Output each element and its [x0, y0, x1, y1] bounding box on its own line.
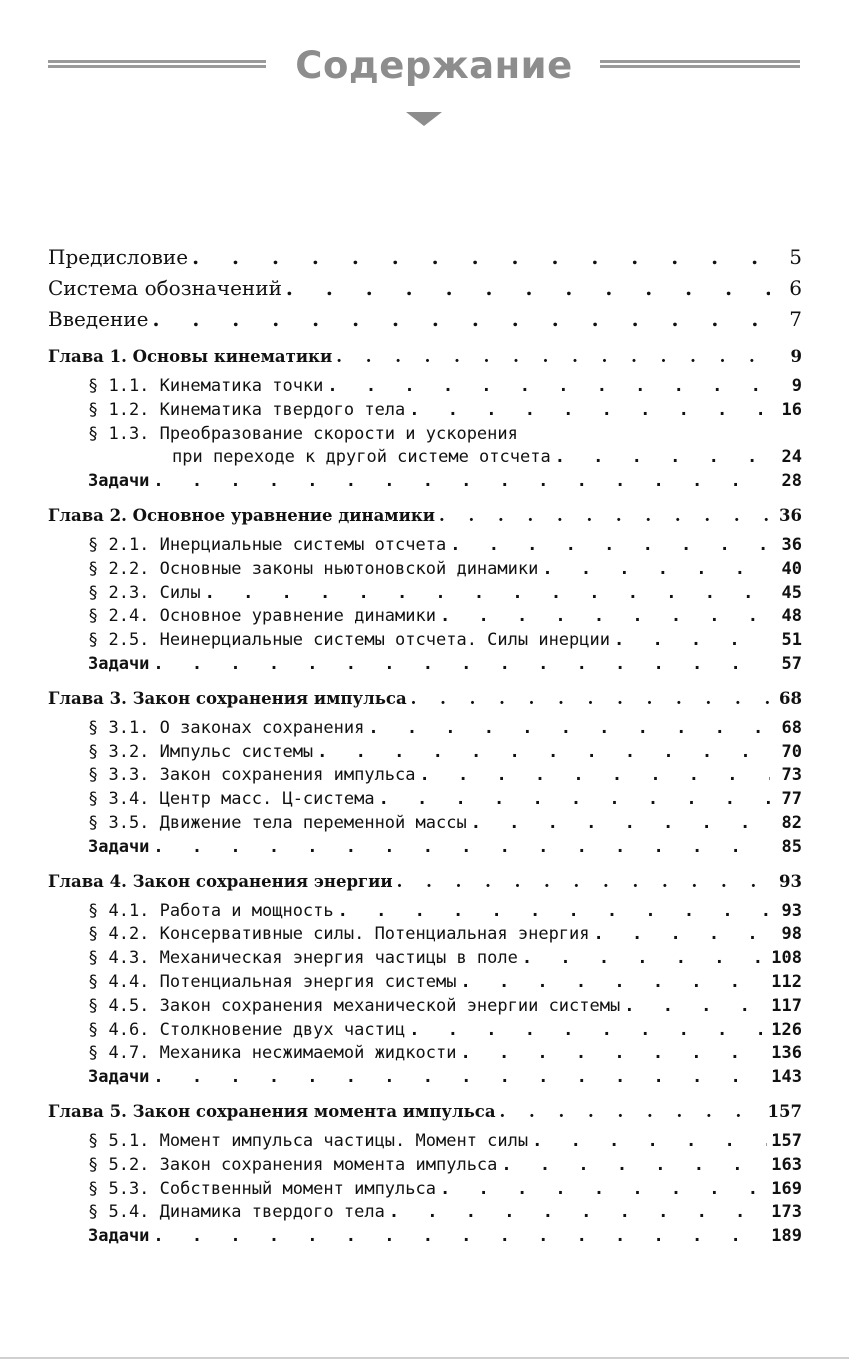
- dot-leader: [336, 345, 770, 369]
- section-page: 40: [770, 558, 802, 582]
- dot-leader: [152, 304, 770, 335]
- section-page: 136: [767, 1042, 802, 1066]
- section-page: 36: [770, 534, 802, 558]
- section-page: 82: [770, 812, 802, 836]
- toc-section-5-1[interactable]: [48, 1130, 802, 1154]
- section-label: § 5.4. Динамика твердого тела: [88, 1201, 389, 1225]
- toc-section-4-4[interactable]: [48, 971, 802, 995]
- toc-section-3-5[interactable]: [48, 812, 802, 836]
- section-page: 157: [767, 1130, 802, 1154]
- toc-section-4-2[interactable]: [48, 923, 802, 947]
- toc-entry-notation[interactable]: [48, 273, 802, 304]
- chapter-page: 93: [770, 870, 802, 894]
- section-page: 77: [770, 788, 802, 812]
- section-page: 73: [770, 764, 802, 788]
- toc-section-4-1[interactable]: [48, 900, 802, 924]
- section-label: § 2.1. Инерциальные системы отсчета: [88, 534, 450, 558]
- section-label: § 4.6. Столкновение двух частиц: [88, 1019, 409, 1043]
- tasks-page: 57: [770, 653, 802, 677]
- toc-tasks-3[interactable]: [48, 836, 802, 860]
- dot-leader: [338, 900, 770, 924]
- tasks-label: Задачи: [88, 653, 153, 677]
- section-page: 108: [767, 947, 802, 971]
- chapter-title: Глава 4. Закон сохранения энергии: [48, 870, 397, 894]
- toc-section-2-2[interactable]: [48, 558, 802, 582]
- dot-leader: [409, 399, 770, 423]
- toc-entry-introduction[interactable]: [48, 304, 802, 335]
- dot-leader: [542, 558, 770, 582]
- toc-chapter-2[interactable]: [48, 504, 802, 528]
- toc-section-5-2[interactable]: [48, 1154, 802, 1178]
- tasks-label: Задачи: [88, 470, 153, 494]
- section-label: § 1.1. Кинематика точки: [88, 375, 327, 399]
- section-page: 169: [767, 1178, 802, 1202]
- header-rule-right: [600, 60, 800, 71]
- section-page: 163: [767, 1154, 802, 1178]
- toc-section-4-5[interactable]: [48, 995, 802, 1019]
- section-page: 112: [767, 971, 802, 995]
- section-page: 16: [770, 399, 802, 423]
- entry-page: 7: [770, 304, 802, 335]
- toc-section-1-3-continued[interactable]: [48, 446, 802, 470]
- dot-leader: [439, 504, 770, 528]
- dot-leader: [522, 947, 767, 971]
- dot-leader: [460, 971, 767, 995]
- dot-leader: [153, 1066, 767, 1090]
- section-label: § 3.3. Закон сохранения импульса: [88, 764, 420, 788]
- section-page: 9: [770, 375, 802, 399]
- section-label: § 4.7. Механика несжимаемой жидкости: [88, 1042, 460, 1066]
- section-label: § 1.3. Преобразование скорости и ускорения: [88, 423, 522, 447]
- dot-leader: [153, 1225, 767, 1249]
- page-bottom-edge: [0, 1357, 849, 1359]
- section-page: 70: [770, 741, 802, 765]
- dot-leader: [327, 375, 770, 399]
- dot-leader: [286, 273, 770, 304]
- page-title: Содержание: [295, 44, 573, 87]
- toc-section-2-4[interactable]: [48, 605, 802, 629]
- dot-leader: [460, 1042, 767, 1066]
- section-label: § 1.2. Кинематика твердого тела: [88, 399, 409, 423]
- dot-leader: [614, 629, 770, 653]
- section-label: § 5.1. Момент импульса частицы. Момент силы: [88, 1130, 532, 1154]
- section-label-continued: при переходе к другой системе отсчета: [172, 446, 555, 470]
- dot-leader: [397, 870, 770, 894]
- section-label: § 2.5. Неинерциальные системы отсчета. Силы инерции: [88, 629, 614, 653]
- toc-section-3-3[interactable]: [48, 764, 802, 788]
- dot-leader: [205, 582, 770, 606]
- chapter-page: 157: [764, 1100, 802, 1124]
- chapter-page: 36: [770, 504, 802, 528]
- chapter-title: Глава 5. Закон сохранения момента импульса: [48, 1100, 500, 1124]
- toc-section-5-3[interactable]: [48, 1178, 802, 1202]
- toc-section-3-4[interactable]: [48, 788, 802, 812]
- dot-leader: [471, 812, 770, 836]
- toc-section-2-5[interactable]: [48, 629, 802, 653]
- entry-page: 6: [770, 273, 802, 304]
- toc-section-5-4[interactable]: [48, 1201, 802, 1225]
- dot-leader: [500, 1100, 764, 1124]
- section-label: § 4.4. Потенциальная энергия системы: [88, 971, 460, 995]
- dot-leader: [379, 788, 770, 812]
- toc-entry-preface[interactable]: [48, 242, 802, 273]
- section-page: 45: [770, 582, 802, 606]
- toc-chapter-5[interactable]: [48, 1100, 802, 1124]
- section-page: 48: [770, 605, 802, 629]
- chapter-page: 9: [770, 345, 802, 369]
- toc-section-4-7[interactable]: [48, 1042, 802, 1066]
- dot-leader: [450, 534, 770, 558]
- tasks-label: Задачи: [88, 1225, 153, 1249]
- toc-tasks-2[interactable]: [48, 653, 802, 677]
- header-rule-left: [48, 60, 266, 71]
- toc-section-1-1[interactable]: [48, 375, 802, 399]
- toc-section-3-1[interactable]: [48, 717, 802, 741]
- chapter-title: Глава 3. Закон сохранения импульса: [48, 687, 411, 711]
- toc-section-4-3[interactable]: [48, 947, 802, 971]
- toc-header: [48, 42, 800, 92]
- section-label: § 3.2. Импульс системы: [88, 741, 317, 765]
- section-page: 51: [770, 629, 802, 653]
- toc-section-2-3[interactable]: [48, 582, 802, 606]
- table-of-contents: [48, 242, 802, 1249]
- section-label: § 3.5. Движение тела переменной массы: [88, 812, 471, 836]
- toc-chapter-3[interactable]: [48, 687, 802, 711]
- toc-chapter-4[interactable]: [48, 870, 802, 894]
- dot-leader: [532, 1130, 767, 1154]
- section-label: § 2.2. Основные законы ньютоновской динамики: [88, 558, 542, 582]
- entry-label: Предисловие: [48, 242, 192, 273]
- down-triangle-icon: [406, 112, 442, 126]
- dot-leader: [411, 687, 770, 711]
- chapter-title: Глава 1. Основы кинематики: [48, 345, 336, 369]
- dot-leader: [153, 836, 770, 860]
- toc-section-4-6[interactable]: [48, 1019, 802, 1043]
- tasks-page: 189: [767, 1225, 802, 1249]
- section-page: 126: [767, 1019, 802, 1043]
- section-page: 117: [767, 995, 802, 1019]
- toc-tasks-5[interactable]: [48, 1225, 802, 1249]
- dot-leader: [368, 717, 770, 741]
- dot-leader: [440, 1178, 767, 1202]
- entry-page: 5: [770, 242, 802, 273]
- dot-leader: [317, 741, 770, 765]
- section-label: § 4.2. Консервативные силы. Потенциальная энергия: [88, 923, 594, 947]
- chapter-title: Глава 2. Основное уравнение динамики: [48, 504, 439, 528]
- entry-label: Система обозначений: [48, 273, 286, 304]
- section-page: 173: [767, 1201, 802, 1225]
- dot-leader: [555, 446, 770, 470]
- section-label: § 4.1. Работа и мощность: [88, 900, 338, 924]
- tasks-label: Задачи: [88, 836, 153, 860]
- section-page: 93: [770, 900, 802, 924]
- section-label: § 3.4. Центр масс. Ц-система: [88, 788, 379, 812]
- section-page: 98: [770, 923, 802, 947]
- section-label: § 2.3. Силы: [88, 582, 205, 606]
- dot-leader: [440, 605, 770, 629]
- dot-leader: [420, 764, 770, 788]
- chapter-page: 68: [770, 687, 802, 711]
- toc-tasks-1[interactable]: [48, 470, 802, 494]
- section-label: § 5.2. Закон сохранения момента импульса: [88, 1154, 501, 1178]
- section-label: § 4.3. Механическая энергия частицы в поле: [88, 947, 522, 971]
- dot-leader: [192, 242, 770, 273]
- tasks-page: 85: [770, 836, 802, 860]
- toc-section-1-3[interactable]: [48, 423, 802, 447]
- dot-leader: [153, 653, 770, 677]
- toc-tasks-4[interactable]: [48, 1066, 802, 1090]
- entry-label: Введение: [48, 304, 152, 335]
- dot-leader: [624, 995, 767, 1019]
- section-label: § 5.3. Собственный момент импульса: [88, 1178, 440, 1202]
- dot-leader: [594, 923, 770, 947]
- tasks-page: 143: [767, 1066, 802, 1090]
- tasks-label: Задачи: [88, 1066, 153, 1090]
- dot-leader: [153, 470, 770, 494]
- dot-leader: [501, 1154, 767, 1178]
- dot-leader: [409, 1019, 767, 1043]
- dot-leader: [389, 1201, 767, 1225]
- section-label: § 2.4. Основное уравнение динамики: [88, 605, 440, 629]
- section-page: 24: [770, 446, 802, 470]
- toc-section-1-2[interactable]: [48, 399, 802, 423]
- section-label: § 4.5. Закон сохранения механической энергии системы: [88, 995, 624, 1019]
- section-label: § 3.1. О законах сохранения: [88, 717, 368, 741]
- toc-section-2-1[interactable]: [48, 534, 802, 558]
- toc-section-3-2[interactable]: [48, 741, 802, 765]
- section-page: 68: [770, 717, 802, 741]
- toc-chapter-1[interactable]: [48, 345, 802, 369]
- tasks-page: 28: [770, 470, 802, 494]
